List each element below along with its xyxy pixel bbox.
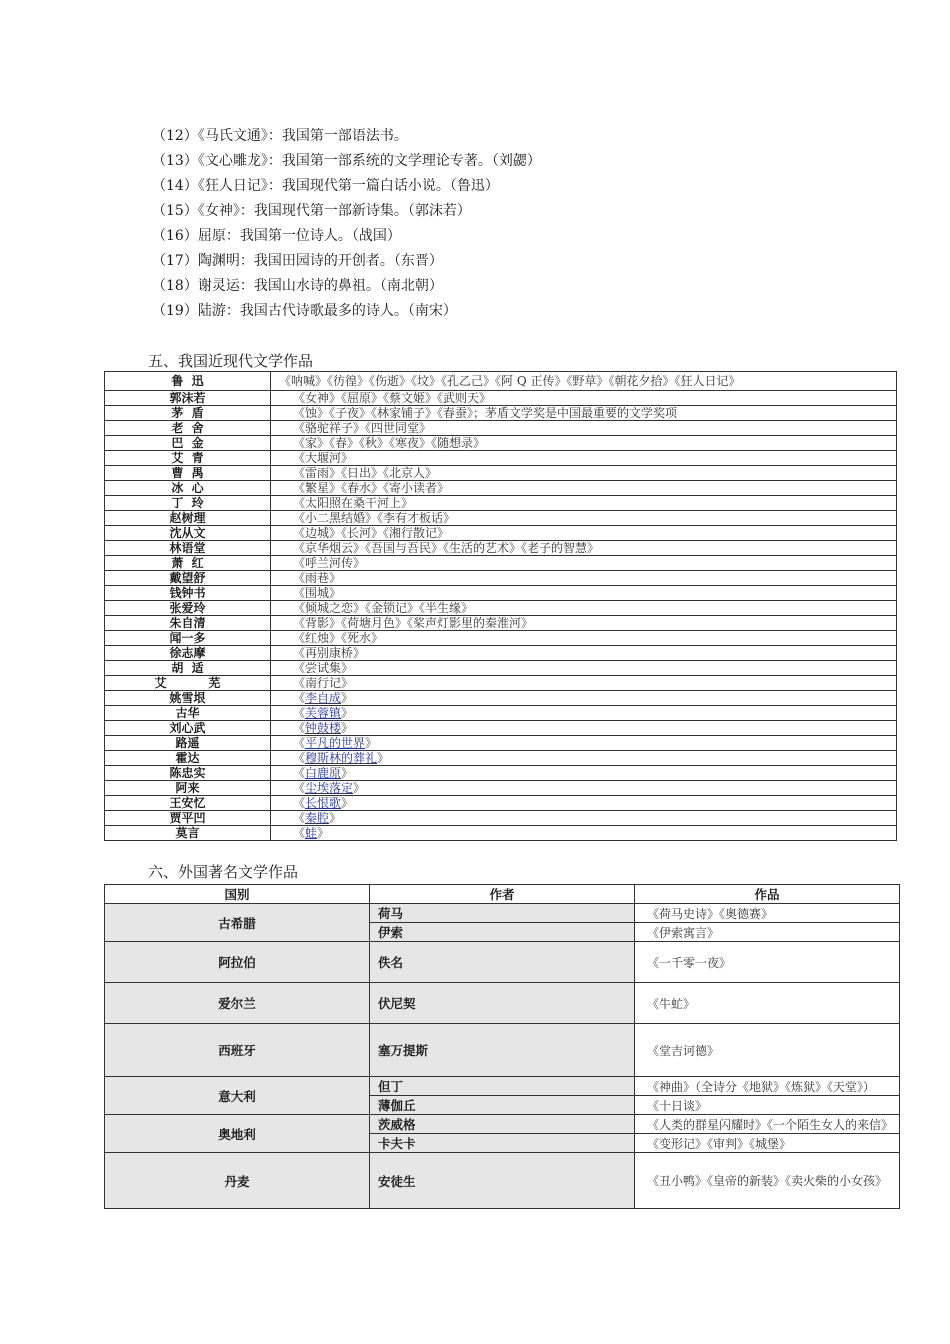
works-cell: 《边城》《长河》《湘行散记》 bbox=[271, 526, 897, 541]
author-cell: 佚名 bbox=[370, 942, 635, 983]
works-cell bbox=[271, 706, 897, 721]
works-cell bbox=[271, 826, 897, 841]
bracket-close: 》 bbox=[329, 811, 342, 825]
table-row bbox=[105, 616, 897, 631]
author-cell: 徐志摩 bbox=[105, 646, 271, 661]
author-cell: 艾 芜 bbox=[105, 676, 271, 691]
works-cell: 《女神》《屈原》《蔡文姬》《武则天》 bbox=[271, 391, 897, 406]
table-row bbox=[105, 421, 897, 436]
section6-title: 六、外国著名文学作品 bbox=[148, 863, 299, 881]
author-cell: 林语堂 bbox=[105, 541, 271, 556]
author-cell: 阿来 bbox=[105, 781, 271, 796]
work-link[interactable]: 穆斯林的葬礼 bbox=[305, 751, 378, 765]
author-cell: 丁 玲 bbox=[105, 496, 271, 511]
table-row bbox=[105, 691, 897, 706]
author-cell: 伊索 bbox=[370, 923, 635, 942]
works-cell: 《家》《春》《秋》《寒夜》《随想录》 bbox=[271, 436, 897, 451]
work-link[interactable]: 平凡的世界 bbox=[305, 736, 366, 750]
table-row bbox=[105, 601, 897, 616]
works-cell: 《十日谈》 bbox=[635, 1096, 900, 1115]
table-row bbox=[105, 586, 897, 601]
table-row bbox=[105, 571, 897, 586]
author-cell: 荷马 bbox=[370, 904, 635, 923]
list-item: （16）屈原：我国第一位诗人。（战国） bbox=[152, 228, 401, 244]
works-cell: 《荷马史诗》《奥德赛》 bbox=[635, 904, 900, 923]
works-cell: 《围城》 bbox=[271, 586, 897, 601]
list-item: （13）《文心雕龙》：我国第一部系统的文学理论专著。（刘勰） bbox=[152, 153, 541, 169]
list-item: （12）《马氏文通》：我国第一部语法书。 bbox=[152, 128, 408, 144]
table-row bbox=[105, 721, 897, 736]
table-row bbox=[105, 826, 897, 841]
author-cell: 薄伽丘 bbox=[370, 1096, 635, 1115]
work-link[interactable]: 李自成 bbox=[305, 691, 342, 705]
author-cell: 沈从文 bbox=[105, 526, 271, 541]
table-row bbox=[105, 811, 897, 826]
bracket-open: 《 bbox=[293, 811, 306, 825]
bracket-close: 》 bbox=[353, 781, 366, 795]
work-link[interactable]: 蛙 bbox=[305, 826, 318, 840]
work-link[interactable]: 白鹿原 bbox=[305, 766, 342, 780]
bracket-open: 《 bbox=[293, 706, 306, 720]
author-cell: 赵树理 bbox=[105, 511, 271, 526]
author-cell: 艾 青 bbox=[105, 451, 271, 466]
section5-title: 五、我国近现代文学作品 bbox=[148, 352, 314, 370]
table-row bbox=[105, 466, 897, 481]
table-row bbox=[105, 451, 897, 466]
works-cell: 《蚀》《子夜》《林家铺子》《春蚕》；茅盾文学奖是中国最重要的文学奖项 bbox=[271, 406, 897, 421]
author-cell: 路遥 bbox=[105, 736, 271, 751]
country-cell: 古希腊 bbox=[105, 904, 370, 942]
works-cell bbox=[271, 766, 897, 781]
table-row bbox=[105, 1077, 900, 1096]
author-cell: 刘心武 bbox=[105, 721, 271, 736]
works-cell: 《京华烟云》《吾国与吾民》《生活的艺术》《老子的智慧》 bbox=[271, 541, 897, 556]
works-cell: 《堂吉诃德》 bbox=[635, 1024, 900, 1077]
works-cell: 《变形记》《审判》《城堡》 bbox=[635, 1134, 900, 1153]
work-link[interactable]: 秦腔 bbox=[305, 811, 330, 825]
author-cell: 闻一多 bbox=[105, 631, 271, 646]
author-cell: 朱自清 bbox=[105, 616, 271, 631]
table-row bbox=[105, 481, 897, 496]
table-row bbox=[105, 1115, 900, 1134]
author-cell: 胡 适 bbox=[105, 661, 271, 676]
author-cell: 陈忠实 bbox=[105, 766, 271, 781]
list-item: （17）陶渊明：我国田园诗的开创者。（东晋） bbox=[152, 253, 443, 269]
author-cell: 张爱玲 bbox=[105, 601, 271, 616]
works-cell bbox=[271, 721, 897, 736]
author-cell: 卡夫卡 bbox=[370, 1134, 635, 1153]
works-cell: 《牛虻》 bbox=[635, 983, 900, 1024]
author-cell: 戴望舒 bbox=[105, 571, 271, 586]
works-cell: 《伊索寓言》 bbox=[635, 923, 900, 942]
works-cell: 《呼兰河传》 bbox=[271, 556, 897, 571]
bracket-open: 《 bbox=[293, 751, 306, 765]
works-cell: 《呐喊》《彷徨》《伤逝》《坟》《孔乙己》《阿 Q 正传》《野草》《朝花夕拾》《狂人日记》 bbox=[271, 372, 897, 391]
bracket-close: 》 bbox=[341, 691, 354, 705]
table-row bbox=[105, 646, 897, 661]
works-cell: 《一千零一夜》 bbox=[635, 942, 900, 983]
table-row bbox=[105, 511, 897, 526]
works-cell: 《背影》《荷塘月色》《桨声灯影里的秦淮河》 bbox=[271, 616, 897, 631]
country-cell: 阿拉伯 bbox=[105, 942, 370, 983]
foreign-works-table bbox=[104, 884, 900, 1209]
author-cell: 姚雪垠 bbox=[105, 691, 271, 706]
works-cell bbox=[271, 796, 897, 811]
works-cell bbox=[271, 811, 897, 826]
table-row bbox=[105, 751, 897, 766]
works-cell bbox=[271, 691, 897, 706]
works-cell: 《丑小鸭》《皇帝的新装》《卖火柴的小女孩》 bbox=[635, 1153, 900, 1209]
bracket-close: 》 bbox=[317, 826, 330, 840]
works-cell: 《太阳照在桑干河上》 bbox=[271, 496, 897, 511]
author-cell: 但丁 bbox=[370, 1077, 635, 1096]
bracket-open: 《 bbox=[293, 796, 306, 810]
author-cell: 伏尼契 bbox=[370, 983, 635, 1024]
works-cell bbox=[271, 751, 897, 766]
works-cell: 《再别康桥》 bbox=[271, 646, 897, 661]
author-cell: 老 舍 bbox=[105, 421, 271, 436]
works-cell: 《雨巷》 bbox=[271, 571, 897, 586]
bracket-close: 》 bbox=[365, 736, 378, 750]
bracket-close: 》 bbox=[341, 766, 354, 780]
list-item: （14）《狂人日记》：我国现代第一篇白话小说。（鲁迅） bbox=[152, 178, 499, 194]
author-cell: 莫言 bbox=[105, 826, 271, 841]
author-cell: 萧 红 bbox=[105, 556, 271, 571]
author-cell: 茨威格 bbox=[370, 1115, 635, 1134]
author-cell: 鲁 迅 bbox=[105, 372, 271, 391]
author-cell: 安徒生 bbox=[370, 1153, 635, 1209]
table-row bbox=[105, 1153, 900, 1209]
country-cell: 西班牙 bbox=[105, 1024, 370, 1077]
works-cell: 《小二黑结婚》《李有才板话》 bbox=[271, 511, 897, 526]
table-row bbox=[105, 406, 897, 421]
author-cell: 古华 bbox=[105, 706, 271, 721]
bracket-open: 《 bbox=[293, 721, 306, 735]
table-row bbox=[105, 372, 897, 391]
works-cell: 《倾城之恋》《金锁记》《半生缘》 bbox=[271, 601, 897, 616]
table-row bbox=[105, 736, 897, 751]
header-works: 作品 bbox=[635, 885, 900, 904]
author-cell: 郭沫若 bbox=[105, 391, 271, 406]
works-cell: 《骆驼祥子》《四世同堂》 bbox=[271, 421, 897, 436]
bracket-open: 《 bbox=[293, 736, 306, 750]
table-row bbox=[105, 706, 897, 721]
table-row bbox=[105, 556, 897, 571]
country-cell: 爱尔兰 bbox=[105, 983, 370, 1024]
bracket-open: 《 bbox=[293, 781, 306, 795]
works-cell: 《人类的群星闪耀时》《一个陌生女人的来信》 bbox=[635, 1115, 900, 1134]
table-row bbox=[105, 436, 897, 451]
works-cell bbox=[271, 736, 897, 751]
author-cell: 巴 金 bbox=[105, 436, 271, 451]
author-cell: 王安忆 bbox=[105, 796, 271, 811]
author-cell: 冰 心 bbox=[105, 481, 271, 496]
bracket-close: 》 bbox=[341, 796, 354, 810]
modern-works-table bbox=[104, 371, 897, 841]
table-row bbox=[105, 942, 900, 983]
author-cell: 钱钟书 bbox=[105, 586, 271, 601]
table-row bbox=[105, 631, 897, 646]
table-row bbox=[105, 781, 897, 796]
firsts-list bbox=[152, 124, 541, 324]
country-cell: 丹麦 bbox=[105, 1153, 370, 1209]
work-link[interactable]: 钟鼓楼 bbox=[305, 721, 342, 735]
table-row bbox=[105, 391, 897, 406]
author-cell: 曹 禺 bbox=[105, 466, 271, 481]
bracket-open: 《 bbox=[293, 766, 306, 780]
work-link[interactable]: 长恨歌 bbox=[305, 796, 342, 810]
author-cell: 茅 盾 bbox=[105, 406, 271, 421]
works-cell: 《繁星》《春水》《寄小读者》 bbox=[271, 481, 897, 496]
works-cell: 《尝试集》 bbox=[271, 661, 897, 676]
author-cell: 贾平凹 bbox=[105, 811, 271, 826]
country-cell: 意大利 bbox=[105, 1077, 370, 1115]
work-link[interactable]: 芙蓉镇 bbox=[305, 706, 342, 720]
table-row bbox=[105, 983, 900, 1024]
list-item: （18）谢灵运：我国山水诗的鼻祖。（南北朝） bbox=[152, 278, 443, 294]
header-author: 作者 bbox=[370, 885, 635, 904]
work-link[interactable]: 尘埃落定 bbox=[305, 781, 354, 795]
table-row bbox=[105, 541, 897, 556]
author-cell: 霍达 bbox=[105, 751, 271, 766]
author-cell: 塞万提斯 bbox=[370, 1024, 635, 1077]
table-row bbox=[105, 496, 897, 511]
table-row bbox=[105, 766, 897, 781]
bracket-close: 》 bbox=[341, 721, 354, 735]
list-item: （15）《女神》：我国现代第一部新诗集。（郭沫若） bbox=[152, 203, 471, 219]
works-cell: 《红烛》《死水》 bbox=[271, 631, 897, 646]
works-cell: 《神曲》（全诗分《地狱》《炼狱》《天堂》） bbox=[635, 1077, 900, 1096]
table-row bbox=[105, 661, 897, 676]
table-row bbox=[105, 796, 897, 811]
table-row bbox=[105, 676, 897, 691]
works-cell: 《雷雨》《日出》《北京人》 bbox=[271, 466, 897, 481]
bracket-close: 》 bbox=[377, 751, 390, 765]
bracket-open: 《 bbox=[293, 691, 306, 705]
bracket-close: 》 bbox=[341, 706, 354, 720]
table-row bbox=[105, 526, 897, 541]
country-cell: 奥地利 bbox=[105, 1115, 370, 1153]
works-cell: 《南行记》 bbox=[271, 676, 897, 691]
list-item: （19）陆游：我国古代诗歌最多的诗人。（南宋） bbox=[152, 303, 457, 319]
bracket-open: 《 bbox=[293, 826, 306, 840]
header-country: 国别 bbox=[105, 885, 370, 904]
works-cell bbox=[271, 781, 897, 796]
table-row bbox=[105, 904, 900, 923]
works-cell: 《大堰河》 bbox=[271, 451, 897, 466]
table-row bbox=[105, 1024, 900, 1077]
